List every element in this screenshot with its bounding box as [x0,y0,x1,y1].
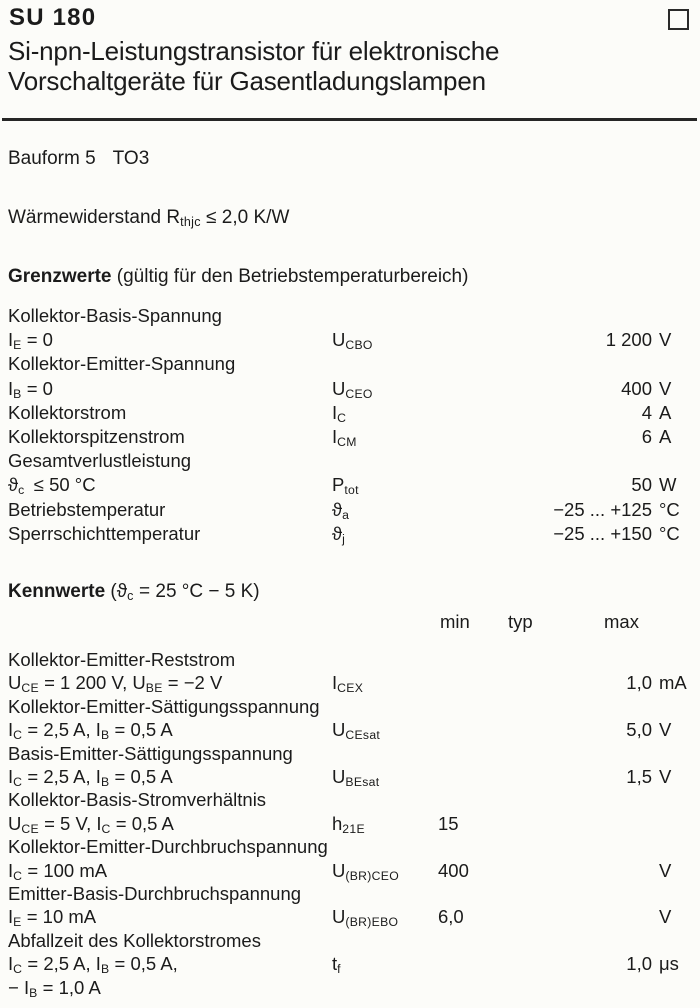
table-row [8,765,700,788]
param-label-cell: Kollektor-Basis-Stromverhältnis [8,789,267,811]
table-row [8,976,700,999]
min-value-cell [438,473,488,497]
value-number-cell [488,929,652,952]
value-number-cell: −25 ... +150 [553,522,652,544]
symbol-cell: $U_{CEO}$ [332,377,373,401]
symbol-cell [332,304,438,328]
table-row [8,498,700,522]
table-row [8,905,700,928]
value-number-cell [488,788,652,811]
param-label-cell: Basis-Emitter-Sättigungsspannung [8,742,293,764]
param-label-cell: Kollektor-Basis-Spannung [8,305,222,326]
param-label-cell: Kollektor-Emitter-Durchbruchspannung [8,836,328,858]
symbol-cell: $I_{CEX}$ [332,672,364,696]
min-value-cell [438,952,488,975]
value-unit-cell [652,304,700,328]
value-number-cell: 6 [641,426,652,448]
table-row [8,449,700,473]
page-title: SU 180 [9,4,97,31]
table-row [8,929,700,952]
value-number-cell [488,882,652,905]
min-value-cell [438,352,488,376]
kennwerte-column-headers [0,611,700,635]
column-header-typ: typ [508,611,533,632]
symbol-cell [332,352,438,376]
device-description [8,36,499,96]
grenzwerte-title-note: (gültig für den Betriebstemperaturbereich) [111,266,469,287]
symbol-cell: $h_{21E}$ [332,812,365,836]
value-number-cell [488,859,652,882]
value-number-cell [488,695,652,718]
param-label-cell: $I_E = 0$ [8,329,53,353]
package-info-line [8,148,149,170]
min-value-cell [438,742,488,765]
symbol-cell: $U_{BEsat}$ [332,766,380,789]
value-number-cell [488,835,652,858]
table-row [8,835,700,858]
value-unit-cell [652,929,700,952]
value-unit-cell: V [659,329,672,351]
column-header-min: min [440,611,470,632]
table-row [8,952,700,975]
table-row [8,473,700,497]
value-number-cell [488,976,652,999]
table-row [8,882,700,905]
param-label-cell: $U_{CE} = 1$ 200 V, $U_{BE} = -2$ V [8,672,223,696]
table-row [8,695,700,718]
value-unit-cell [652,882,700,905]
table-row [8,859,700,882]
value-number-cell: −25 ... +125 [553,498,652,520]
symbol-cell [332,882,438,905]
min-value-cell [438,401,488,425]
package-label: TO3 [112,148,150,169]
min-value-cell [438,304,488,328]
param-label-cell: Kollektor-Emitter-Spannung [8,353,236,375]
symbol-cell: $t_f$ [332,953,341,977]
value-number-cell [488,812,652,835]
param-label-cell: Betriebstemperatur [8,498,166,520]
value-unit-cell [652,352,700,376]
table-row [8,648,700,671]
table-row [8,812,700,835]
value-unit-cell: V [659,719,672,741]
symbol-cell [332,449,438,473]
symbol-cell [332,742,438,765]
table-row [8,788,700,811]
thermal-resistance-line: Wärmewiderstand $R_{thjc} \le 2,0$ K/W [8,207,290,229]
device-description-line2: Vorschaltgeräte für Gasentladungslampen [8,66,486,96]
param-label-cell: $ϑ_c$ ≤ 50 °C [8,474,96,498]
param-label-cell: Kollektorstrom [8,401,127,423]
kennwerte-heading [8,581,260,603]
min-value-cell: 6,0 [438,906,464,928]
table-row [8,304,700,328]
value-unit-cell [652,648,700,671]
symbol-cell [332,788,438,811]
param-label-cell: Kollektor-Emitter-Sättigungsspannung [8,695,320,717]
value-number-cell: 400 [621,377,652,399]
value-number-cell: 1,5 [626,766,652,788]
param-label-cell: $I_C = 2,5$ A, $I_B = 0,5$ A [8,766,173,789]
table-row [8,377,700,401]
value-number-cell [488,905,652,928]
kennwerte-table [8,648,700,999]
min-value-cell: 400 [438,859,469,881]
value-number-cell: 4 [641,401,652,423]
symbol-cell: $ϑ_j$ [332,522,346,546]
value-unit-cell: V [659,766,672,788]
param-label-cell: − $I_B = 1,0$ A [8,976,101,1000]
symbol-cell [332,695,438,718]
symbol-cell: $U_{(BR)CEO}$ [332,859,399,883]
symbol-cell: $ϑ_a$ [332,498,350,522]
kennwerte-title-note: ($ϑ_c = 25$ °C − 5 K) [105,581,260,603]
param-label-cell: $I_C = 2,5$ A, $I_B = 0,5$ A, [8,953,178,977]
min-value-cell [438,835,488,858]
min-value-cell [438,976,488,999]
value-unit-cell: °C [659,498,680,520]
corner-square-icon [668,9,689,30]
table-row [8,328,700,352]
min-value-cell [438,377,488,401]
grenzwerte-heading [8,266,468,288]
table-row [8,425,700,449]
min-value-cell: 15 [438,812,459,834]
value-number-cell: 50 [631,474,652,496]
value-unit-cell: V [659,377,672,399]
min-value-cell [438,425,488,449]
value-unit-cell [652,742,700,765]
symbol-cell: $U_{(BR)EBO}$ [332,906,399,930]
value-number-cell: 1,0 [626,953,652,975]
value-number-cell [488,449,652,473]
min-value-cell [438,449,488,473]
param-label-cell: $I_E = 10$ mA [8,906,97,930]
min-value-cell [438,929,488,952]
symbol-cell [332,835,438,858]
column-header-max: max [604,611,639,632]
min-value-cell [438,498,488,522]
symbol-cell: $U_{CBO}$ [332,329,373,353]
value-number-cell [488,648,652,671]
value-unit-cell: μs [659,953,679,975]
table-row [8,401,700,425]
param-label-cell: Kollektor-Emitter-Reststrom [8,649,236,670]
min-value-cell [438,788,488,811]
symbol-cell [332,976,438,999]
min-value-cell [438,718,488,741]
min-value-cell [438,328,488,352]
value-number-cell [488,304,652,328]
table-row [8,718,700,741]
param-label-cell: Abfallzeit des Kollektorstromes [8,929,261,951]
symbol-cell [332,929,438,952]
value-unit-cell [652,812,700,835]
value-unit-cell: W [659,474,677,496]
param-label-cell: $I_C = 100$ mA [8,859,108,883]
value-number-cell [488,352,652,376]
value-number-cell: 1 200 [605,329,652,351]
grenzwerte-table [8,304,700,546]
param-label-cell: Gesamtverlustleistung [8,450,192,472]
kennwerte-title: Kennwerte [8,581,106,602]
value-unit-cell [652,695,700,718]
min-value-cell [438,671,488,694]
symbol-cell: $I_C$ [332,401,347,425]
value-number-cell [488,742,652,765]
value-number-cell: 1,0 [626,672,652,694]
param-label-cell: Kollektorspitzenstrom [8,426,185,448]
param-label-cell: Sperrschichttemperatur [8,522,201,544]
table-row [8,742,700,765]
min-value-cell [438,695,488,718]
grenzwerte-title: Grenzwerte [8,266,112,287]
device-description-line1: Si-npn-Leistungstransistor für elektronische [8,36,500,66]
table-row [8,522,700,546]
min-value-cell [438,882,488,905]
horizontal-divider [2,118,697,121]
value-unit-cell: V [659,859,672,881]
bauform-label: Bauform 5 [8,148,96,169]
value-number-cell: 5,0 [626,719,652,741]
value-unit-cell [652,449,700,473]
param-label-cell: $I_B = 0$ [8,377,53,401]
param-label-cell: Emitter-Basis-Durchbruchspannung [8,883,302,905]
symbol-cell: $I_{CM}$ [332,426,357,449]
table-row [8,352,700,376]
value-unit-cell: A [659,426,672,448]
symbol-cell: $P_{tot}$ [332,474,359,498]
min-value-cell [438,522,488,546]
table-row [8,671,700,694]
min-value-cell [438,765,488,788]
value-unit-cell: V [659,906,672,928]
value-unit-cell [652,835,700,858]
symbol-cell [332,648,438,671]
param-label-cell: $U_{CE} = 5$ V, $I_C = 0,5$ A [8,812,174,836]
value-unit-cell [652,976,700,999]
value-unit-cell [652,788,700,811]
value-unit-cell: °C [659,522,680,544]
value-unit-cell: mA [659,672,687,694]
min-value-cell [438,648,488,671]
param-label-cell: $I_C = 2,5$ A, $I_B = 0,5$ A [8,719,173,743]
symbol-cell: $U_{CEsat}$ [332,719,381,743]
value-unit-cell: A [659,401,672,423]
